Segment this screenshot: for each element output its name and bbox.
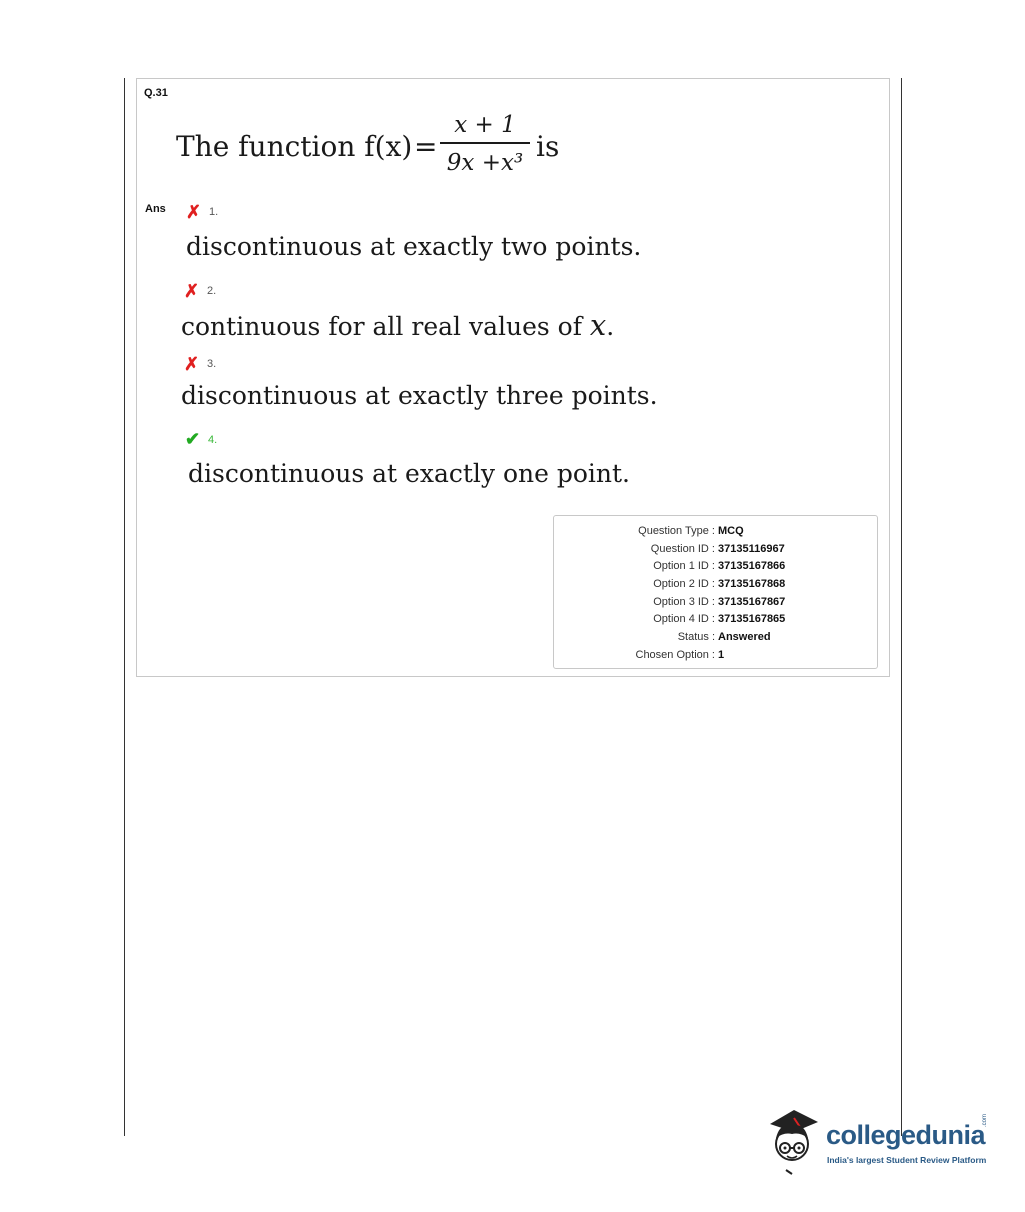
option-3-text: discontinuous at exactly three points.	[181, 381, 658, 410]
info-row-option-3-id	[554, 596, 877, 614]
question-info-panel	[553, 515, 878, 669]
fraction-numerator: x + 1	[454, 112, 516, 138]
info-label: Question Type :	[638, 525, 715, 537]
left-margin-rule	[124, 78, 125, 1136]
info-row-question-id	[554, 543, 877, 561]
info-label: Status :	[677, 631, 715, 643]
info-value: 37135167868	[718, 578, 786, 590]
fraction-denominator: 9x +x³	[446, 150, 524, 176]
option-4-number: 4.	[208, 434, 218, 446]
info-row-option-1-id	[554, 560, 877, 578]
info-row-status	[554, 631, 877, 649]
option-4-text: discontinuous at exactly one point.	[188, 459, 631, 488]
info-value: 1	[718, 649, 725, 661]
answer-label: Ans	[145, 203, 166, 215]
wrong-cross-icon: ✗	[184, 281, 200, 301]
option-2-text-var: x	[589, 308, 607, 342]
question-number: Q.31	[144, 87, 168, 99]
option-2-text-prefix: continuous for all real values of	[181, 312, 590, 341]
info-label: Option 4 ID :	[653, 613, 715, 625]
option-1-number: 1.	[209, 206, 219, 218]
wrong-cross-icon: ✗	[184, 354, 200, 374]
option-3-number: 3.	[207, 358, 217, 370]
info-label: Option 3 ID :	[653, 596, 715, 608]
info-value: MCQ	[718, 525, 744, 537]
stem-suffix: is	[536, 130, 560, 163]
info-value: Answered	[718, 631, 771, 643]
stem-prefix: The function f(x)	[176, 130, 413, 163]
option-2-text	[181, 308, 614, 342]
info-value: 37135167865	[718, 613, 786, 625]
option-2-text-suffix: .	[606, 312, 615, 341]
brand-tagline: India's largest Student Review Platform	[827, 1155, 987, 1165]
fraction	[440, 110, 530, 178]
fraction-bar	[440, 142, 530, 144]
info-label: Option 2 ID :	[653, 578, 715, 590]
wrong-cross-icon: ✗	[186, 202, 202, 222]
info-value: 37135167866	[718, 560, 786, 572]
info-label: Option 1 ID :	[653, 560, 715, 572]
info-row-question-type	[554, 525, 877, 543]
info-row-option-2-id	[554, 578, 877, 596]
info-value: 37135167867	[718, 596, 786, 608]
option-1-text: discontinuous at exactly two points.	[186, 232, 642, 261]
info-label: Chosen Option :	[635, 649, 715, 661]
info-label: Question ID :	[650, 543, 715, 555]
brand-wordmark: collegedunia	[826, 1120, 986, 1150]
info-value: 37135116967	[718, 543, 785, 555]
collegedunia-mascot-icon	[766, 1104, 826, 1176]
right-margin-rule	[901, 78, 902, 1136]
info-row-chosen-option	[554, 649, 877, 667]
option-2-number: 2.	[207, 285, 217, 297]
equals-sign: =	[414, 130, 438, 163]
correct-check-icon: ✔	[185, 429, 201, 449]
brand-domain: .com	[982, 1113, 988, 1127]
info-row-option-4-id	[554, 613, 877, 631]
